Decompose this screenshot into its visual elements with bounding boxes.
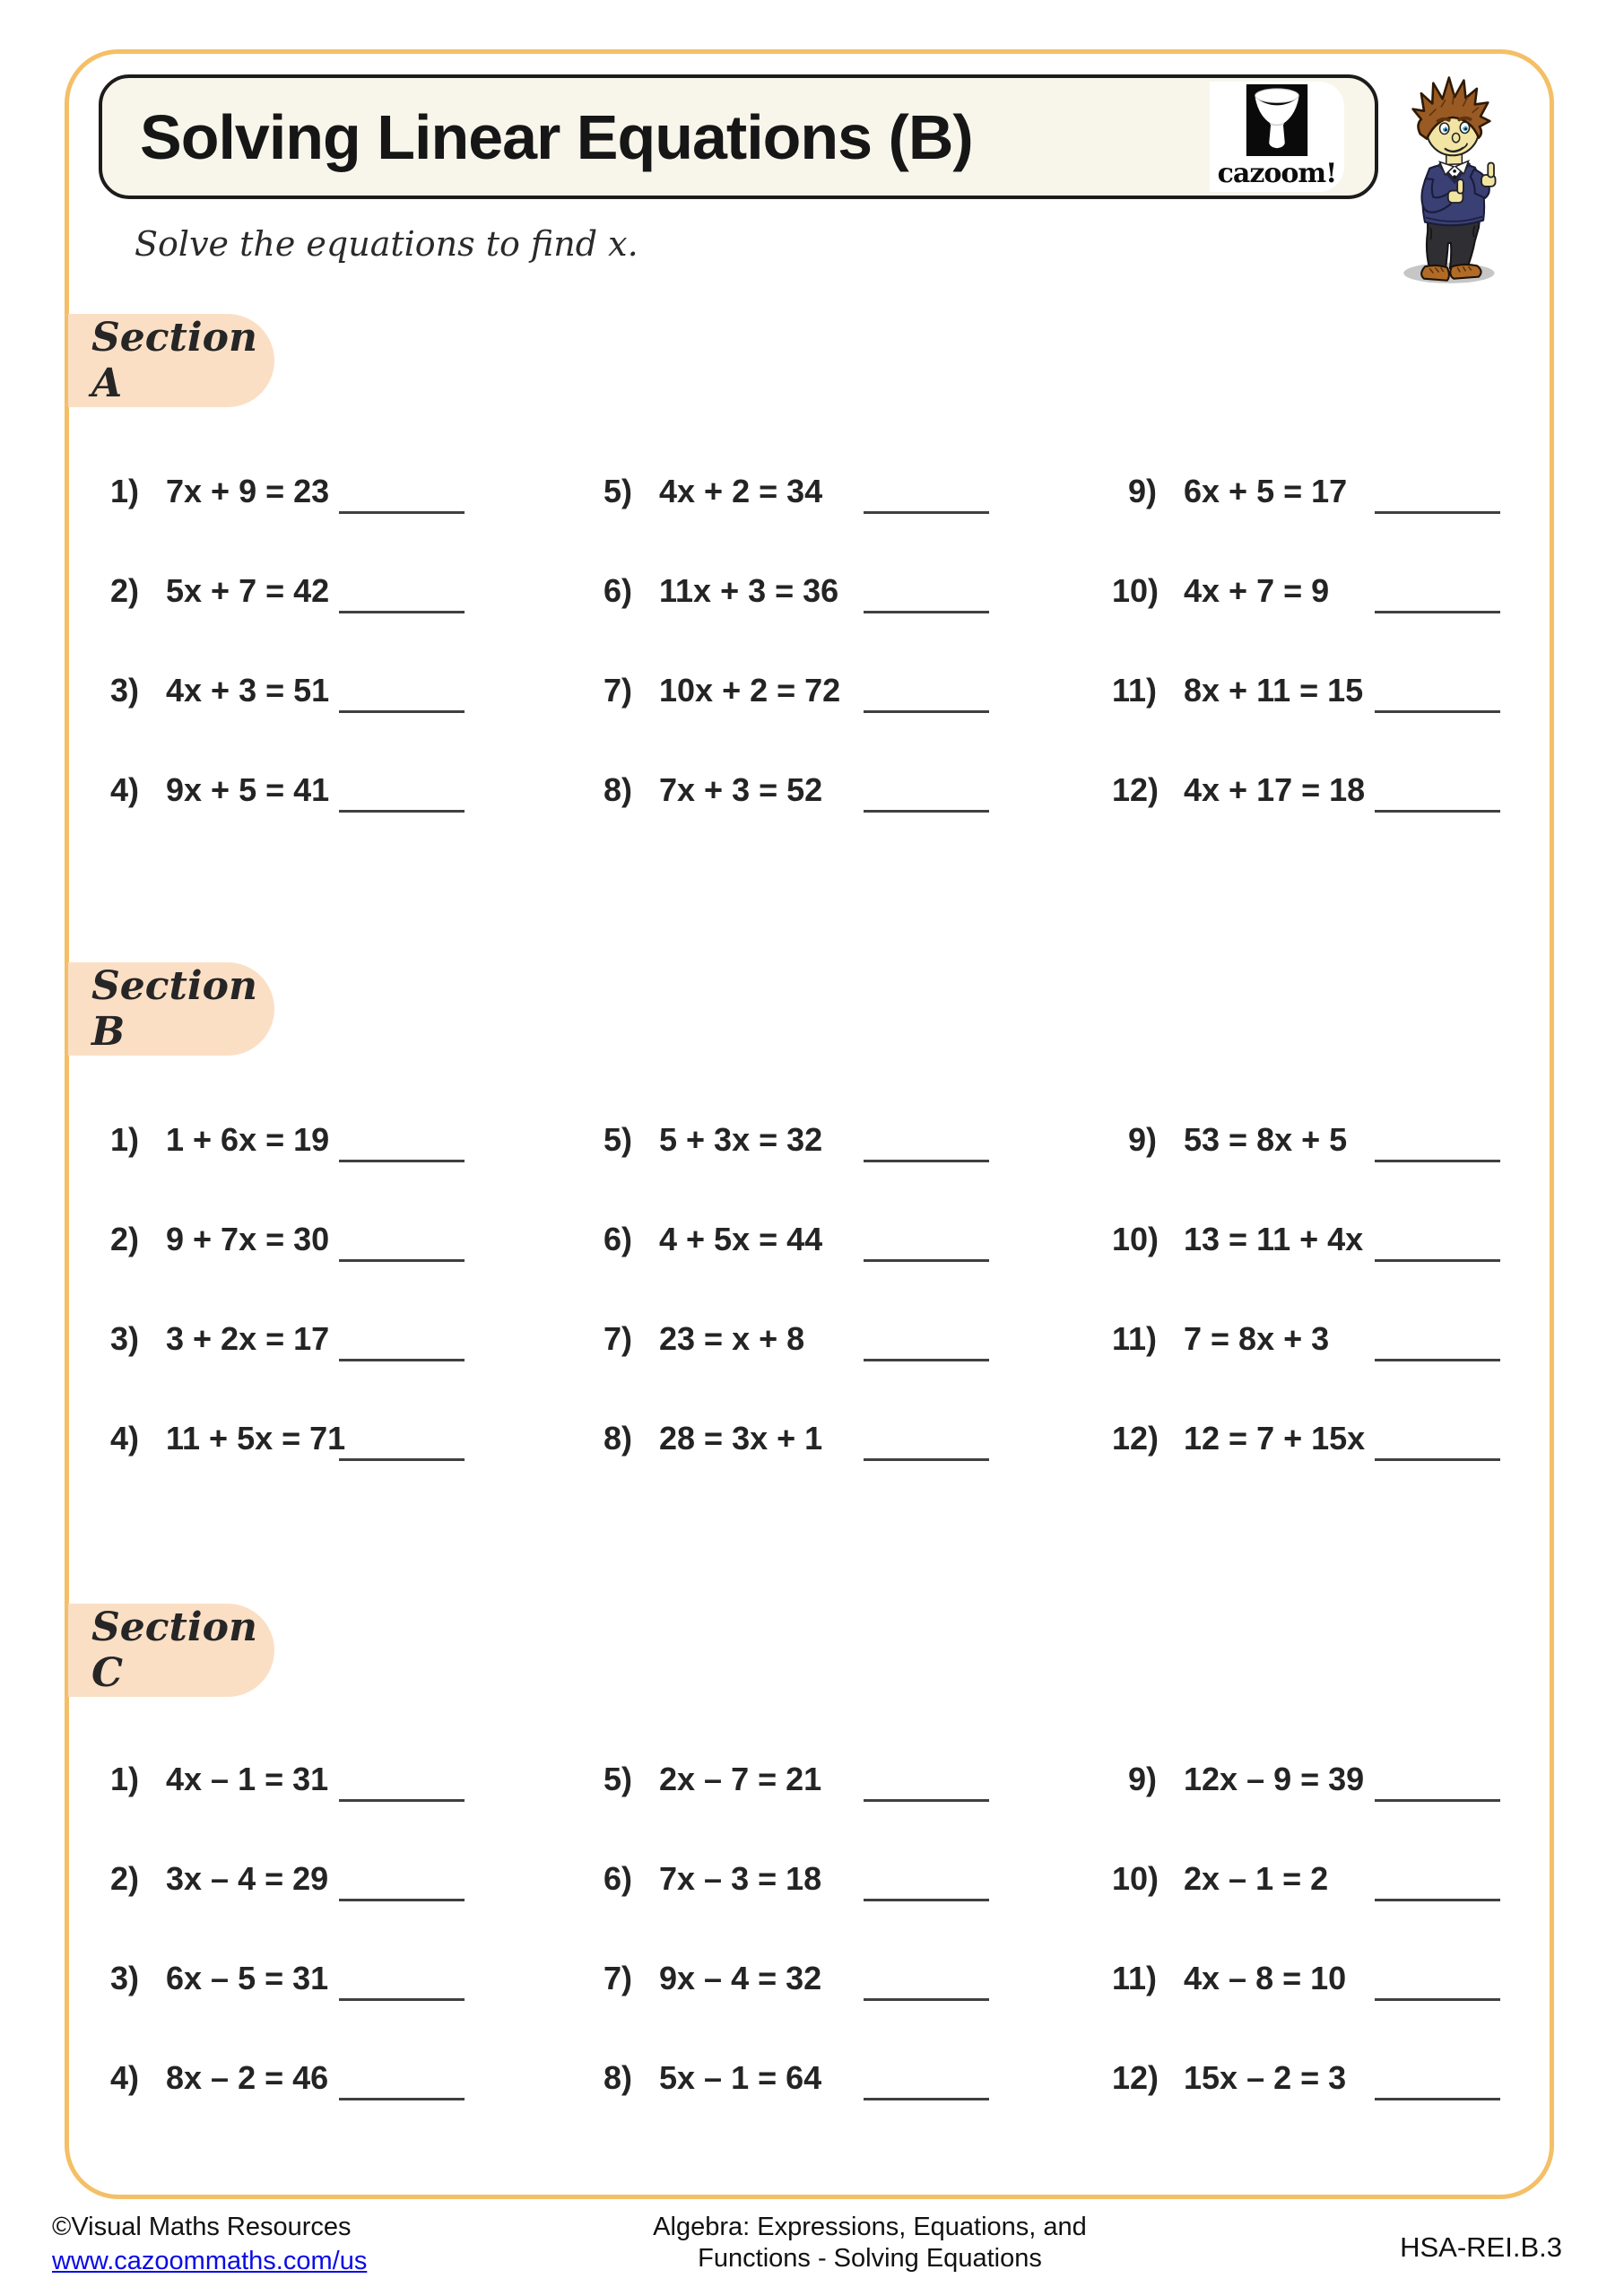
answer-line[interactable] bbox=[864, 810, 989, 813]
question-number: 11) bbox=[1112, 1959, 1158, 1996]
answer-line[interactable] bbox=[864, 1259, 989, 1262]
answer-line[interactable] bbox=[339, 1259, 465, 1262]
answer-line[interactable] bbox=[1375, 2098, 1500, 2100]
equation-text: 3 + 2x = 17 bbox=[166, 1319, 330, 1357]
equation-text: 53 = 8x + 5 bbox=[1184, 1120, 1348, 1158]
question-number: 6) bbox=[603, 1859, 632, 1897]
question-number: 2) bbox=[109, 571, 139, 609]
question-item bbox=[1112, 441, 1502, 541]
instruction-text: Solve the equations to find x. bbox=[135, 224, 638, 264]
equation-text: 2x – 7 = 21 bbox=[659, 1760, 822, 1797]
question-item bbox=[1112, 2028, 1502, 2127]
footer-left bbox=[52, 2212, 367, 2277]
answer-line[interactable] bbox=[864, 1899, 989, 1901]
section-c-pill bbox=[68, 1604, 274, 1697]
question-item bbox=[94, 1928, 466, 2028]
equation-text: 6x – 5 = 31 bbox=[166, 1959, 329, 1996]
question-item bbox=[587, 541, 991, 640]
question-number: 8) bbox=[603, 2058, 632, 2096]
answer-line[interactable] bbox=[1375, 1160, 1500, 1162]
question-item bbox=[94, 1388, 466, 1488]
equation-text: 13 = 11 + 4x bbox=[1184, 1220, 1364, 1257]
cazoom-logo bbox=[1210, 82, 1344, 192]
question-item bbox=[1112, 640, 1502, 740]
equation-text: 8x + 11 = 15 bbox=[1184, 671, 1364, 709]
equation-text: 11 + 5x = 71 bbox=[166, 1419, 346, 1457]
question-item bbox=[94, 541, 466, 640]
answer-line[interactable] bbox=[864, 511, 989, 514]
equation-text: 9 + 7x = 30 bbox=[166, 1220, 330, 1257]
question-item bbox=[587, 1829, 991, 1928]
question-number: 4) bbox=[109, 1419, 139, 1457]
answer-line[interactable] bbox=[1375, 511, 1500, 514]
question-number: 3) bbox=[109, 1959, 139, 1996]
question-item bbox=[94, 1289, 466, 1388]
question-item bbox=[94, 441, 466, 541]
question-item bbox=[1112, 1388, 1502, 1488]
answer-line[interactable] bbox=[864, 611, 989, 613]
answer-line[interactable] bbox=[864, 1359, 989, 1361]
question-item bbox=[587, 640, 991, 740]
question-number: 6) bbox=[603, 571, 632, 609]
section-a-pill bbox=[68, 314, 274, 407]
question-item bbox=[587, 2028, 991, 2127]
equation-text: 9x – 4 = 32 bbox=[659, 1959, 822, 1996]
equation-text: 8x – 2 = 46 bbox=[166, 2058, 329, 2096]
question-number: 8) bbox=[603, 770, 632, 808]
equation-text: 12x – 9 = 39 bbox=[1184, 1760, 1365, 1797]
section-c-questions bbox=[94, 1729, 1502, 2127]
answer-line[interactable] bbox=[339, 810, 465, 813]
question-number: 3) bbox=[109, 1319, 139, 1357]
answer-line[interactable] bbox=[1375, 1359, 1500, 1361]
equation-text: 5 + 3x = 32 bbox=[659, 1120, 823, 1158]
question-number: 3) bbox=[109, 671, 139, 709]
question-number: 2) bbox=[109, 1220, 139, 1257]
equation-text: 4x – 1 = 31 bbox=[166, 1760, 329, 1797]
question-item bbox=[94, 740, 466, 839]
question-item bbox=[1112, 1090, 1502, 1189]
equation-text: 4x + 7 = 9 bbox=[1184, 571, 1330, 609]
question-item bbox=[587, 1729, 991, 1829]
answer-line[interactable] bbox=[339, 2098, 465, 2100]
question-number: 12) bbox=[1112, 770, 1159, 808]
answer-line[interactable] bbox=[339, 611, 465, 613]
page-title: Solving Linear Equations (B) bbox=[140, 101, 973, 172]
logo-wordmark: cazoom! bbox=[1217, 158, 1337, 189]
equation-text: 2x – 1 = 2 bbox=[1184, 1859, 1329, 1897]
question-number: 12) bbox=[1112, 2058, 1159, 2096]
equation-text: 4x + 3 = 51 bbox=[166, 671, 330, 709]
question-number: 1) bbox=[109, 1120, 139, 1158]
question-number: 11) bbox=[1112, 1319, 1158, 1357]
answer-line[interactable] bbox=[339, 1160, 465, 1162]
question-item bbox=[94, 640, 466, 740]
equation-text: 10x + 2 = 72 bbox=[659, 671, 841, 709]
question-number: 6) bbox=[603, 1220, 632, 1257]
section-b-questions bbox=[94, 1090, 1502, 1488]
question-number: 9) bbox=[1127, 1760, 1157, 1797]
answer-line[interactable] bbox=[1375, 1458, 1500, 1461]
question-number: 7) bbox=[603, 1959, 632, 1996]
question-number: 10) bbox=[1112, 1859, 1159, 1897]
question-number: 11) bbox=[1112, 671, 1158, 709]
question-item bbox=[94, 1829, 466, 1928]
equation-text: 4 + 5x = 44 bbox=[659, 1220, 823, 1257]
question-number: 8) bbox=[603, 1419, 632, 1457]
question-item bbox=[94, 1729, 466, 1829]
answer-line[interactable] bbox=[1375, 1799, 1500, 1802]
question-item bbox=[1112, 740, 1502, 839]
equation-text: 9x + 5 = 41 bbox=[166, 770, 330, 808]
question-item bbox=[587, 740, 991, 839]
question-number: 5) bbox=[603, 472, 632, 509]
boy-mascot-illustration bbox=[1397, 65, 1508, 287]
question-item bbox=[1112, 541, 1502, 640]
answer-line[interactable] bbox=[864, 2098, 989, 2100]
question-number: 5) bbox=[603, 1120, 632, 1158]
question-number: 7) bbox=[603, 671, 632, 709]
question-number: 5) bbox=[603, 1760, 632, 1797]
equation-text: 5x – 1 = 64 bbox=[659, 2058, 822, 2096]
footer-topic-line1: Algebra: Expressions, Equations, and bbox=[653, 2213, 1087, 2241]
equation-text: 7x – 3 = 18 bbox=[659, 1859, 822, 1897]
question-item bbox=[587, 1090, 991, 1189]
section-c-label: Section C bbox=[91, 1605, 257, 1696]
answer-line[interactable] bbox=[1375, 611, 1500, 613]
question-item bbox=[587, 1928, 991, 2028]
djembe-drum-icon bbox=[1246, 84, 1308, 156]
equation-text: 6x + 5 = 17 bbox=[1184, 472, 1348, 509]
equation-text: 11x + 3 = 36 bbox=[659, 571, 839, 609]
answer-line[interactable] bbox=[339, 1458, 465, 1461]
answer-line[interactable] bbox=[864, 1160, 989, 1162]
question-item bbox=[587, 441, 991, 541]
question-item bbox=[587, 1189, 991, 1289]
question-item bbox=[94, 1090, 466, 1189]
question-item bbox=[94, 2028, 466, 2127]
answer-line[interactable] bbox=[864, 1799, 989, 1802]
question-number: 9) bbox=[1127, 472, 1157, 509]
question-item bbox=[1112, 1189, 1502, 1289]
website-link[interactable]: www.cazoommaths.com/us bbox=[52, 2246, 368, 2275]
answer-line[interactable] bbox=[1375, 710, 1500, 713]
question-number: 10) bbox=[1112, 571, 1159, 609]
equation-text: 7x + 9 = 23 bbox=[166, 472, 330, 509]
question-number: 10) bbox=[1112, 1220, 1159, 1257]
question-number: 2) bbox=[109, 1859, 139, 1897]
standard-code: HSA-REI.B.3 bbox=[1400, 2231, 1562, 2263]
answer-line[interactable] bbox=[864, 1458, 989, 1461]
answer-line[interactable] bbox=[1375, 1998, 1500, 2001]
answer-line[interactable] bbox=[1375, 1899, 1500, 1901]
answer-line[interactable] bbox=[864, 1998, 989, 2001]
equation-text: 28 = 3x + 1 bbox=[659, 1419, 823, 1457]
footer-topic bbox=[502, 2212, 1238, 2274]
question-number: 7) bbox=[603, 1319, 632, 1357]
question-item bbox=[1112, 1289, 1502, 1388]
question-item bbox=[94, 1189, 466, 1289]
footer-topic-line2: Functions - Solving Equations bbox=[698, 2243, 1042, 2273]
equation-text: 12 = 7 + 15x bbox=[1184, 1419, 1366, 1457]
question-item bbox=[587, 1388, 991, 1488]
question-number: 12) bbox=[1112, 1419, 1159, 1457]
answer-line[interactable] bbox=[864, 710, 989, 713]
question-number: 9) bbox=[1127, 1120, 1157, 1158]
section-b-pill bbox=[68, 962, 274, 1056]
answer-line[interactable] bbox=[339, 1359, 465, 1361]
answer-line[interactable] bbox=[339, 511, 465, 514]
question-number: 4) bbox=[109, 2058, 139, 2096]
equation-text: 3x – 4 = 29 bbox=[166, 1859, 329, 1897]
equation-text: 7x + 3 = 52 bbox=[659, 770, 823, 808]
question-item bbox=[1112, 1928, 1502, 2028]
copyright-text: ©Visual Maths Resources bbox=[52, 2213, 352, 2241]
equation-text: 4x + 17 = 18 bbox=[1184, 770, 1366, 808]
question-number: 1) bbox=[109, 1760, 139, 1797]
section-a-questions bbox=[94, 441, 1502, 839]
equation-text: 7 = 8x + 3 bbox=[1184, 1319, 1330, 1357]
answer-line[interactable] bbox=[339, 1899, 465, 1901]
question-item bbox=[1112, 1729, 1502, 1829]
equation-text: 15x – 2 = 3 bbox=[1184, 2058, 1347, 2096]
answer-line[interactable] bbox=[339, 1799, 465, 1802]
answer-line[interactable] bbox=[339, 1998, 465, 2001]
equation-text: 4x – 8 = 10 bbox=[1184, 1959, 1347, 1996]
answer-line[interactable] bbox=[339, 710, 465, 713]
section-b-label: Section B bbox=[91, 963, 257, 1055]
equation-text: 5x + 7 = 42 bbox=[166, 571, 330, 609]
question-item bbox=[1112, 1829, 1502, 1928]
answer-line[interactable] bbox=[1375, 810, 1500, 813]
title-box bbox=[99, 74, 1378, 199]
section-a-label: Section A bbox=[91, 315, 257, 406]
question-number: 4) bbox=[109, 770, 139, 808]
equation-text: 4x + 2 = 34 bbox=[659, 472, 823, 509]
answer-line[interactable] bbox=[1375, 1259, 1500, 1262]
question-item bbox=[587, 1289, 991, 1388]
equation-text: 1 + 6x = 19 bbox=[166, 1120, 330, 1158]
equation-text: 23 = x + 8 bbox=[659, 1319, 805, 1357]
question-number: 1) bbox=[109, 472, 139, 509]
